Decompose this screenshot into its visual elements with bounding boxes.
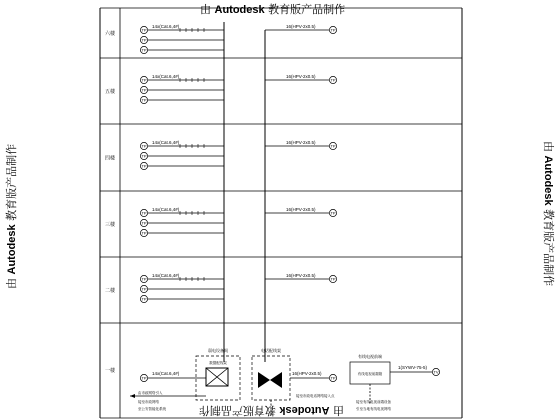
- tv-cable-label: 1(SYWV-75-5): [398, 365, 428, 370]
- floor-label: 四楼: [104, 155, 116, 162]
- phone-outlet-label: TP: [330, 27, 336, 33]
- left-cable-label: 14x(Cat.6,4#): [152, 273, 180, 278]
- note-catv-equipment: 接至有线电视前端设备: [356, 400, 391, 404]
- watermark-left: 由 Autodesk 教育版产品制作: [5, 143, 18, 289]
- note-phone-access: 接至市政电话网络接入点: [296, 394, 335, 398]
- left-cable-label: 14x(Cat.6,4#): [152, 140, 180, 145]
- data-outlet-label: TP: [141, 230, 147, 236]
- data-outlet-label: TP: [141, 37, 147, 43]
- phone-frame-symbol-left: [258, 372, 270, 388]
- watermark-bottom: 由 Autodesk 教育版产品制作: [198, 404, 344, 417]
- data-outlet-label: TP: [141, 163, 147, 169]
- phone-frame-symbol-right: [270, 372, 282, 388]
- data-outlet-label: TP: [141, 296, 147, 302]
- phone-outlet-label: TP: [330, 77, 336, 83]
- data-outlet-label: TP: [141, 87, 147, 93]
- floor-label: 一楼: [104, 368, 116, 374]
- ground-left-cable-label: 14x(Cat.6,4#): [152, 371, 180, 376]
- note-catv-network: 引至当地有线电视网络: [356, 407, 391, 411]
- phone-frame-box: [252, 356, 290, 400]
- note-security: 至公安智能化系统: [138, 407, 166, 411]
- right-cable-label: 16(HPV-2x0.5): [286, 24, 316, 29]
- data-outlet-label: TP: [141, 276, 147, 282]
- data-outlet-label: TP: [141, 27, 147, 33]
- phone-outlet-label: TP: [330, 143, 336, 149]
- data-outlet-label: TP: [141, 153, 147, 159]
- phone-outlet-label: TP: [330, 210, 336, 216]
- data-outlet-label: TP: [141, 286, 147, 292]
- box2-title: 电话配线架: [261, 348, 281, 353]
- right-cable-label: 16(HPV-2x0.5): [286, 74, 316, 79]
- box1-title: 弱电设备间: [208, 348, 228, 353]
- phone-outlet-label: TP: [330, 276, 336, 282]
- floor-label: 二楼: [104, 288, 116, 294]
- ground-data-outlet-label: TP: [141, 375, 147, 381]
- watermark-top: 由 Autodesk 教育版产品制作: [200, 3, 346, 16]
- right-cable-label: 16(HPV-2x0.5): [286, 207, 316, 212]
- right-cable-label: 16(HPV-2x0.5): [286, 273, 316, 278]
- catv-outlet-label: TV: [433, 369, 439, 375]
- data-outlet-label: TP: [141, 97, 147, 103]
- left-cable-label: 14x(Cat.6,4#): [152, 207, 180, 212]
- data-outlet-label: TP: [141, 210, 147, 216]
- box1-label: 数据配线架: [209, 361, 227, 365]
- note-city-network: 接至市政网络: [138, 400, 159, 404]
- ground-phone-outlet-label: TP: [330, 375, 336, 381]
- box3-title: 有线电视前端: [358, 354, 382, 359]
- data-outlet-label: TP: [141, 143, 147, 149]
- note-data-source: 由市政网络引入: [138, 391, 163, 395]
- ground-floor-equipment: [130, 347, 440, 412]
- right-cable-label: 16(HPV-2x0.5): [286, 140, 316, 145]
- floor-label: 三楼: [104, 222, 116, 228]
- floor-label: 五楼: [104, 89, 116, 95]
- left-cable-label: 14x(Cat.6,4#): [152, 24, 180, 29]
- data-outlet-label: TP: [141, 220, 147, 226]
- data-outlet-label: TP: [141, 77, 147, 83]
- left-cable-label: 14x(Cat.6,4#): [152, 74, 180, 79]
- data-outlet-label: TP: [141, 47, 147, 53]
- watermark-right: 由 Autodesk 教育版产品制作: [542, 141, 555, 287]
- floor-label: 六楼: [104, 31, 116, 37]
- box3-label: 有线电视前端箱: [357, 372, 383, 376]
- incoming-data-arrow: [130, 394, 135, 398]
- floor-rows: [105, 22, 337, 374]
- ground-right-cable-label: 16(HPV-2x0.5): [292, 371, 322, 376]
